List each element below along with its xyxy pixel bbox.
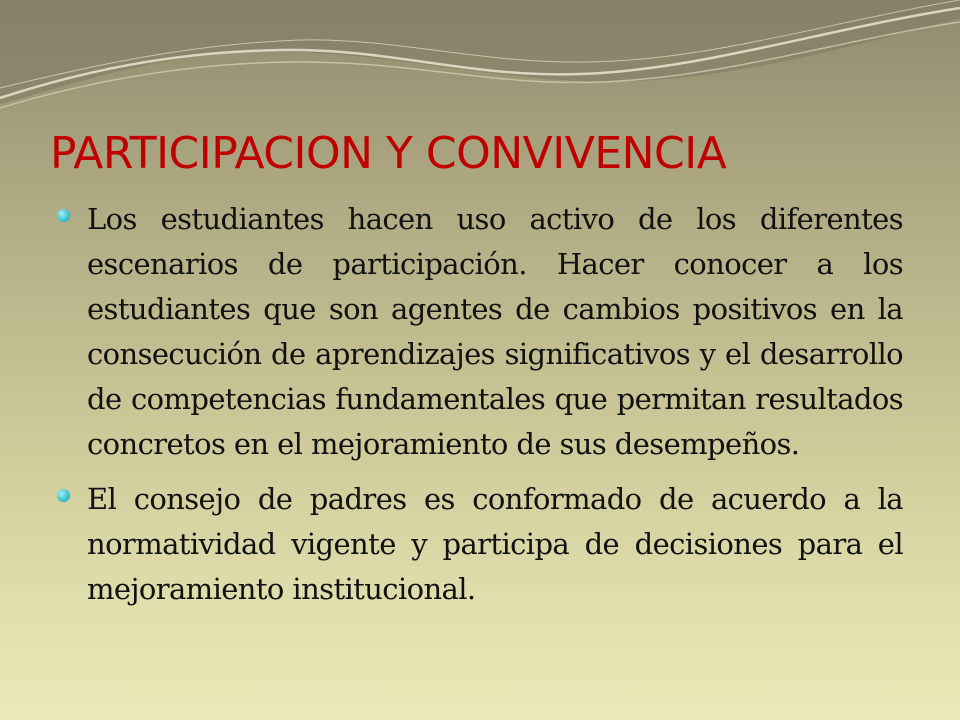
bullet-text: El consejo de padres es conformado de acuerdo a la normatividad vigente y participa de decisiones para el mejoramiento institucional. [87,482,903,606]
slide-title: PARTICIPACION Y CONVIVENCIA [50,128,727,179]
decorative-waves [0,0,960,140]
bullet-dot-icon [57,209,70,222]
bullet-item [57,197,903,467]
bullet-dot-icon [57,489,70,502]
bullet-item [57,477,903,612]
bullet-list [57,197,903,622]
bullet-text: Los estudiantes hacen uso activo de los diferentes escenarios de participación. Hacer conocer a los estudiantes que son agentes de cambios positivos en la consecución de aprendizajes significativos y el desarrollo de competencias fundamentales que permitan resultados concretos en el mejoramiento de sus desempeños. [87,202,903,461]
